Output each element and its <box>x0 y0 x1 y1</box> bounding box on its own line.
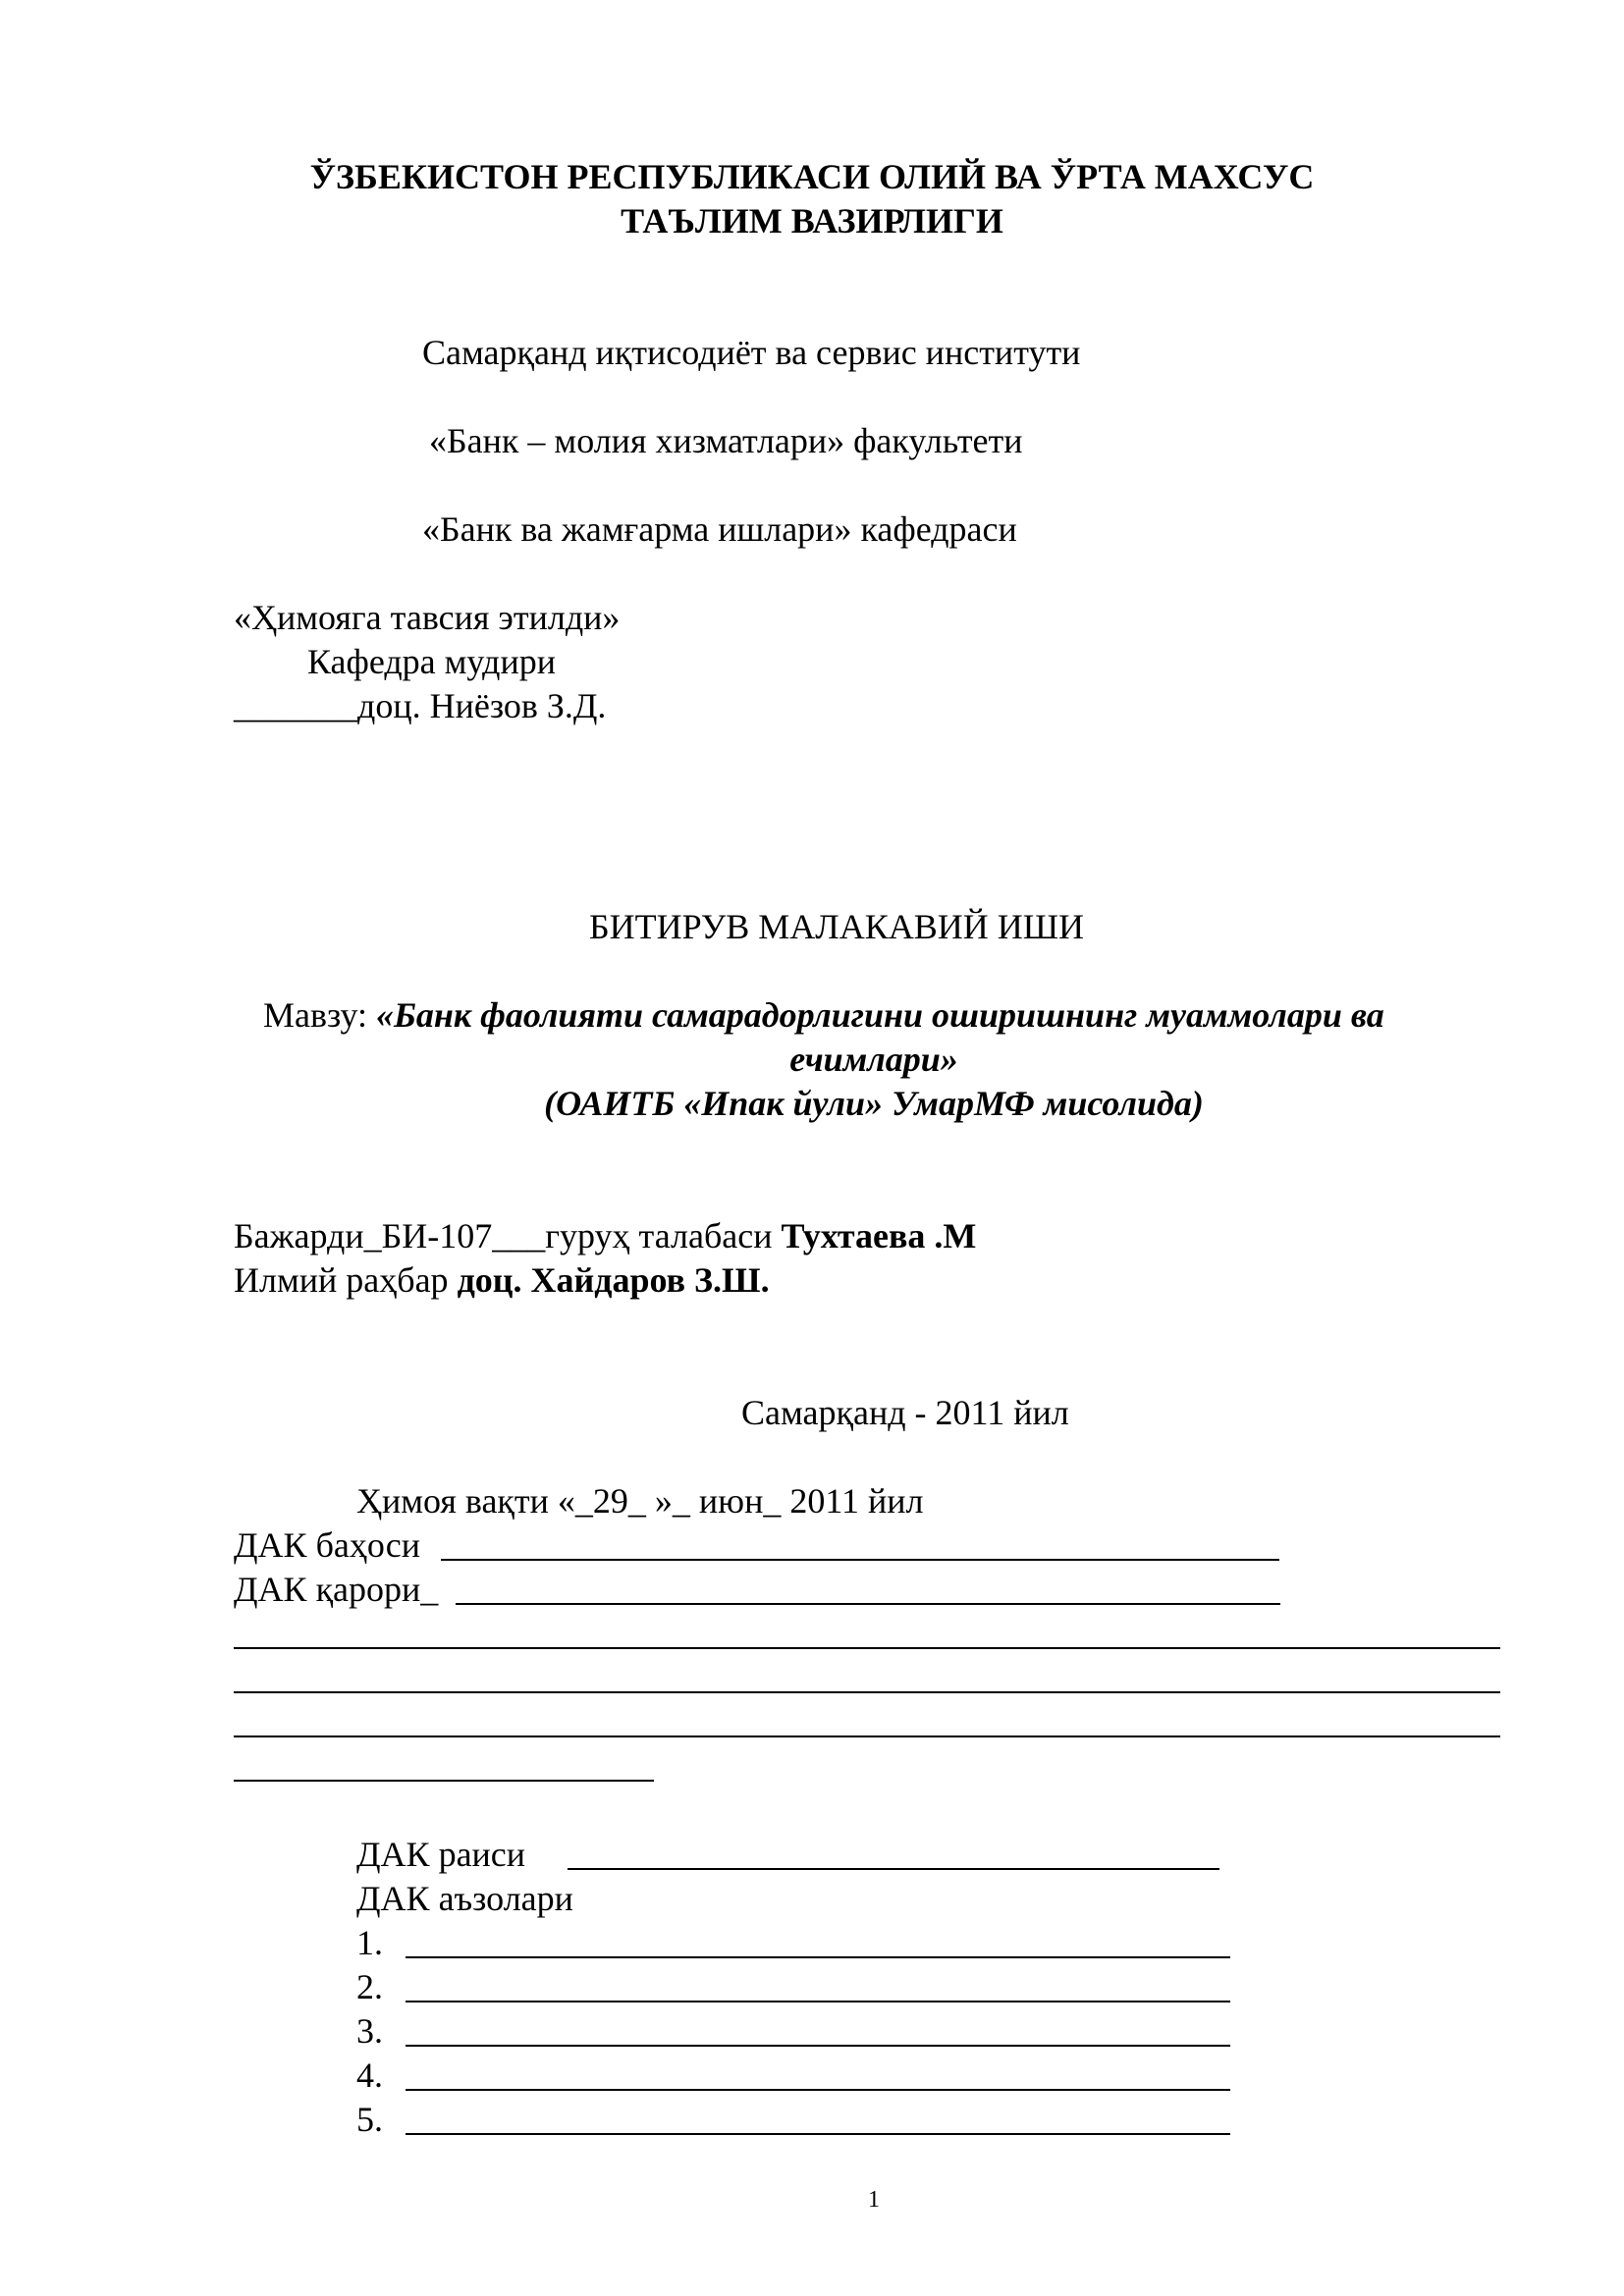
institute-name: Самарқанд иқтисодиёт ва сервис институти <box>422 333 1081 372</box>
member-number-1: 1. <box>356 1923 383 1962</box>
member-number-4: 4. <box>356 2056 383 2095</box>
approval-signer-name: доц. Ниёзов З.Д. <box>357 686 607 725</box>
topic-title-part-1: «Банк фаолияти самарадорлигини оширишнинг муаммолари ва <box>375 995 1384 1035</box>
commission-chair-line <box>568 1868 1219 1870</box>
commission-members-label: ДАК аъзолари <box>356 1879 573 1918</box>
faculty-name: «Банк – молия хизматлари» факультети <box>429 421 1023 460</box>
topic-label: Мавзу: <box>263 995 376 1035</box>
supervisor-line <box>234 1258 770 1302</box>
work-type-title: БИТИРУВ МАЛАКАВИЙ ИШИ <box>589 907 1085 946</box>
ministry-title-line-2: ТАЪЛИМ ВАЗИРЛИГИ <box>621 201 1003 240</box>
decision-line-2 <box>234 1647 1500 1649</box>
defense-time: Ҳимоя вақти «_29_ »_ июн_ 2011 йил <box>356 1481 924 1521</box>
decision-line-4 <box>234 1735 1500 1737</box>
topic-subtitle: (ОАИТБ «Ипак йули» УмарМФ мисолида) <box>544 1084 1204 1123</box>
member-line-1 <box>406 1956 1230 1958</box>
grade-label: ДАК баҳоси <box>234 1525 421 1565</box>
decision-line-5 <box>234 1780 654 1782</box>
page-number: 1 <box>868 2187 880 2213</box>
place-and-year: Самарқанд - 2011 йил <box>741 1393 1069 1432</box>
supervisor-label: Илмий раҳбар <box>234 1260 458 1300</box>
member-line-5 <box>406 2133 1230 2135</box>
signature-blank: _______ <box>234 686 357 725</box>
member-number-5: 5. <box>356 2100 383 2139</box>
supervisor-name: доц. Хайдаров З.Ш. <box>457 1260 770 1300</box>
decision-label: ДАК қарори_ <box>234 1570 439 1609</box>
member-number-2: 2. <box>356 1967 383 2006</box>
decision-blank-line <box>456 1603 1280 1605</box>
student-line <box>234 1214 976 1257</box>
member-number-3: 3. <box>356 2011 383 2051</box>
approval-signature-line <box>234 684 606 727</box>
student-name: Тухтаева .М <box>781 1216 977 1255</box>
grade-blank-line <box>441 1559 1279 1561</box>
student-group-label: Бажарди_БИ-107___гуруҳ талабаси <box>234 1216 782 1255</box>
member-line-2 <box>406 2001 1230 2002</box>
department-name: «Банк ва жамғарма ишлари» кафедраси <box>422 509 1017 549</box>
topic-line-1 <box>263 993 1384 1037</box>
ministry-title-line-1: ЎЗБЕКИСТОН РЕСПУБЛИКАСИ ОЛИЙ ВА ЎРТА МАХСУС <box>309 157 1315 196</box>
approval-head-of-department: Кафедра мудири <box>307 642 557 681</box>
decision-line-3 <box>234 1691 1500 1693</box>
approval-recommended: «Ҳимояга тавсия этилди» <box>234 598 621 637</box>
topic-title-part-2: ечимлари» <box>789 1040 958 1079</box>
member-line-3 <box>406 2045 1230 2047</box>
member-line-4 <box>406 2089 1230 2091</box>
commission-chair-label: ДАК раиси <box>356 1835 526 1874</box>
